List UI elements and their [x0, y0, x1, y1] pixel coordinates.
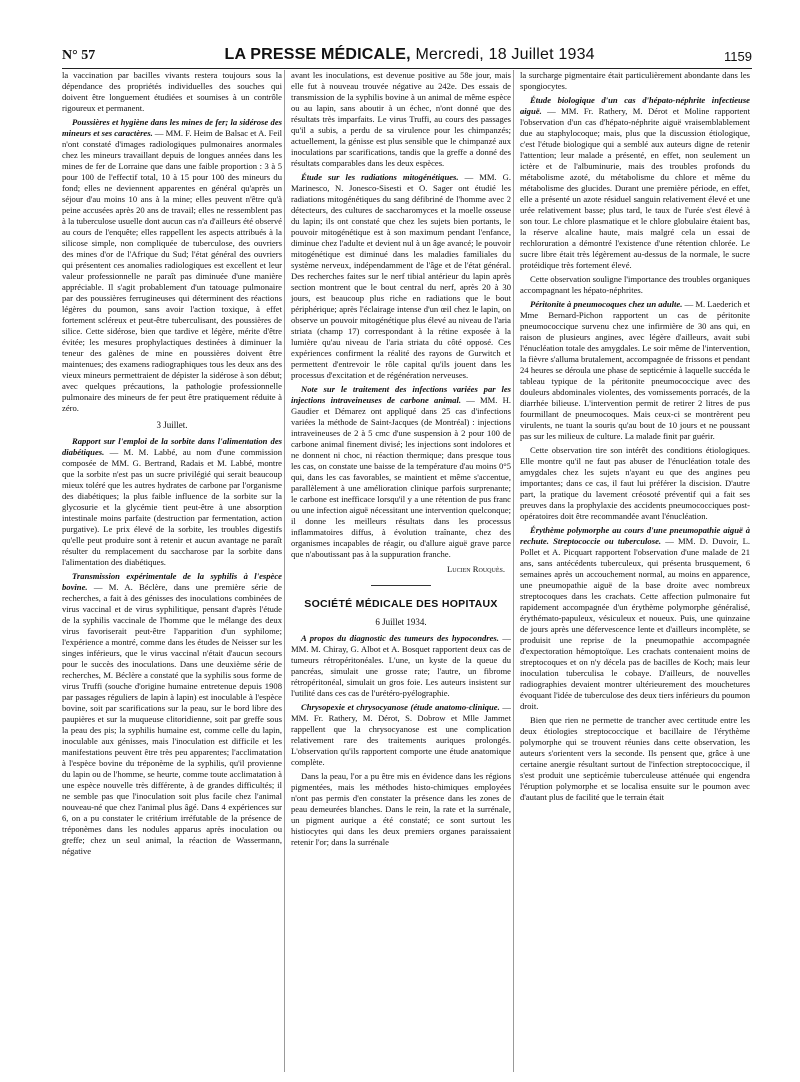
article — [520, 95, 750, 271]
article-title: Érythème polymorphe au cours d'une pneumopathie aiguë à rechute. Streptococcie ou tuberculose. — [520, 525, 750, 546]
paragraph: la surcharge pigmentaire était particulièrement abondante dans les spongiocytes. — [520, 70, 750, 91]
article-title: Poussières et hygiène dans les mines de fer; la sidérose des mineurs et ses caractères. — [62, 117, 282, 138]
article-body: — MM. Fr. Rathery, M. Dérot, S. Dobrow et Mlle Jammet rappellent que la chrysocyanose est une complication relativement rare des traitements auriques prolongés. L'observation qu'ils rapportent comporte une étude anatomique complète. — [291, 701, 511, 767]
article-title: A propos du diagnostic des tumeurs des hypocondres. — [301, 632, 499, 643]
article — [520, 525, 750, 712]
paragraph: Cette observation souligne l'importance des troubles organiques accompagnant les hépato-néphrites. — [520, 274, 750, 295]
article-title: Étude biologique d'un cas d'hépato-néphrite infectieuse aiguë. — [520, 95, 750, 116]
article — [291, 633, 511, 699]
article — [62, 117, 282, 414]
paragraph: avant les inoculations, est devenue positive au 58e jour, mais elle fut à nouveau trouvée négative au 242e. Des essais de transmission de la syphilis bovine à un animal de même espèce ou au lapin, sans aboutir à un échec, n'ont donné que des résultats très imparfaits. Le virus Truffi, au cours des passages qu'il a subis, a perdu de sa virulence pour les chimpanzés; actuellement, la génisse est plus sensible que le chimpanzé aux inoculations par scarifications, tandis que la greffe a donné des résultats comparables dans les deux espèces. — [291, 70, 511, 168]
article-body: — M. Laederich et Mme Bernard-Pichon rapportent un cas de péritonite pneumococcique survenu chez une infirmière de 30 ans qui, en raison de plusieurs angines, avec légère d'ailleurs, avait subi l'énucléation totale des amygdales. Le soir même de l'intervention, la fièvre s'alluma brutalement, accompagnée de frissons et pendant 24 heures se déroula une phase de septicémie à laquelle succéda le tableau typique de la péritonite pneumococcique avec des douleurs abdominales violentes, des vomissements porracés, de la diarrhée bilieuse. L'intervention permit de retirer 2 litres de pus fourmillant de pneumocoques. Mais ceux-ci se montrèrent peu virulents, ne tuant la souris qu'au bout de 10 jours et ne poussant pas sur les milieux de culture. La malade finit par guérir. — [520, 299, 751, 441]
article — [291, 384, 511, 560]
article — [291, 172, 511, 381]
column-1 — [62, 70, 282, 860]
paragraph: Dans la peau, l'or a pu être mis en évidence dans les régions pigmentées, mais les méthodes histo-chimiques employées n'ont pas permis d'en constater la présence dans les zones de peau demeurées blanches. Dans le rein, la rate et la surrénale, un pigment aurique a été constaté; ce sont surtout les histiocytes qui dans les deux premiers organes paraissaient retenir l'or; dans la surrénale — [291, 770, 511, 847]
section-heading: SOCIÉTÉ MÉDICALE DES HOPITAUX — [304, 598, 498, 610]
article-title: Note sur le traitement des infections variées par les injections intraveineuses de carbone animal. — [291, 384, 511, 405]
article-body: — MM. Fr. Rathery, M. Dérot et Moline rapportent l'observation d'un cas d'hépato-néphrite aiguë vraisemblablement due au staphylocoque; mais, plus que la discussion étiologique, c'est l'étude biologique qui a semblé aux auteurs digne de retenir l'attention; leur malade a présenté, en effet, non seulement un ictère et de l'albuminurie, mais des troubles profonds du métabolisme azoté, du métabolisme du chlore et même du métabolisme des glucides. Durant une première période, en effet, elle a présenté un azote résiduel sanguin relativement élevé et une urée relativement basse; plus tard, le taux de l'urée s'est élevé à son tour. Le chlore plasmatique et le chlore globulaire étaient bas, la réserve alcaline haute, mais malgré cela un essai de rechloruration a démontré l'existence d'une rétention chlorée. Le sucre libre était très légèrement au-dessus de la normale, le sucre protéidique très fortement élevé. — [520, 106, 750, 270]
article-title: Rapport sur l'emploi de la sorbite dans l'alimentation des diabétiques. — [62, 435, 282, 457]
article-title: Péritonite à pneumocoques chez un adulte. — [530, 299, 683, 309]
article — [62, 436, 282, 568]
article-body: — MM. F. Heim de Balsac et A. Feil n'ont constaté d'images radiologiques pulmonaires anormales chez les mineurs travaillant depuis de longues années dans les mines de fer de Lorraine que dans une faible proportion : 3 à 5 pour 100 de l'effectif total, 10 à 15 pour 100 des mineurs du fond; elles ne deviennent apparentes en général qu'après un séjour d'au moins 10 ans à la mine; elles peuvent n'être qu'à peine accusées après 20 ans de travail; elles ne ressemblent pas à la tuberculose usuelle dont aucun cas n'a d'ailleurs été observé au cours de l'enquête; elles rappellent les aspects attribués à la silicose simple, non compliquée de tuberculose, des ouvriers des mines d'or de l'Afrique du Sud; l'état général des ouvriers qui présentent ces anomalies radiologiques est excellent et leur valeur professionnelle ne paraît pas diminuée d'une manière appréciable. Il s'agit probablement d'un tatouage pulmonaire par des poussières ferrugineuses qui déterminent des réactions légères du poumon, sans avoir l'action toxique, à effet fortement scléreux et peut-être tuberculisant, des poussières de silice. Cette sidérose, bien que tardive et légère, mérite d'être évitée; les mesures prophylactiques destinées à diminuer la teneur des galènes de mine en poussières doivent être maintenues; des examens radiographiques tous les deux ans des vieux mineurs permettraient de dépister la sidérose à son début; avec quelques précautions, la pathologie professionnelle pulmonaire des mineurs de fer peut être pratiquement réduite à zéro. — [62, 128, 282, 413]
article-title: Étude sur les radiations mitogénétiques. — [301, 172, 459, 182]
section-rule — [371, 585, 431, 586]
page-header — [62, 40, 752, 69]
paragraph: la vaccination par bacilles vivants restera toujours sous la dépendance des propriétés individuelles des souches qui doivent être longuement étudiées et soumises à un contrôle rigoureux et permanent. — [62, 70, 282, 113]
article-body: — M. M. Labbé, au nom d'une commission composée de MM. G. Bertrand, Radais et M. Labbé, montre que la sorbite n'est pas un sucre privilégié qui serait beaucoup mieux toléré que les autres hydrates de carbone par l'organisme des diabétiques; la plus faible influence de la sorbite sur la glycosurie et la glycémie tient peut-être à une absorption intestinale moins parfaite (destruction par fermentation, action purgative). Le prix élevé de la sorbite, les troubles digestifs qu'elle peut produire sont à retenir et aucun avantage ne paraît résulter du remplacement du saccharose par la sorbite dans l'alimentation des diabétiques. — [62, 446, 282, 567]
journal-name: LA PRESSE MÉDICALE, — [224, 46, 411, 63]
article-body: — MM. H. Gaudier et Démarez ont appliqué dans 25 cas d'infections variées la méthode de Saint-Jacques (de Montréal) : injections intraveineuses de 2 à 5 cmc d'une suspension à 2 pour 100 de carbone animal finement divisé; les injections sont indolores et ne donnent ni choc, ni réaction thermique; dans presque tous les cas, on constate une baisse de la température d'au moins 0°5 qui, dans les cas favorables, se maintient et même s'accentue, parallèlement à une amélioration clinique parfois surprenante; le carbone est inefficace lorsqu'il y a une rétention de pus franc ou une infection aiguë nécessitant une intervention quelconque; il donne les meilleurs résultats dans les processus inflammatoires diffus, à évolution traînante, chez des organismes incapables de réagir, ou d'allure aiguë grave parce que n'aboutissant pas à la suppuration franche. — [291, 395, 512, 559]
issue-number: N° 57 — [62, 48, 96, 63]
article-body: — MM. M. Chiray, G. Albot et A. Bosquet rapportent deux cas de tumeurs rétropéritonéales. L'une, un kyste de la queue du pancréas, simulait une grosse rate; l'autre, un fibrome rétropéritonéal, simulait un gros foie. Les auteurs insistent sur l'utilité dans ces cas de l'urétéro-pyélographie. — [291, 632, 511, 698]
journal-title — [224, 46, 594, 64]
author-signature: Lucien Rouquès. — [447, 564, 505, 574]
article-title: Chrysopexie et chrysocyanose (étude anatomo-clinique. — [301, 701, 500, 712]
article — [520, 299, 750, 442]
article — [62, 571, 282, 857]
article-body: — MM. D. Duvoir, L. Pollet et A. Picquart rapportent l'observation d'une malade de 21 ans, sans antécédents tuberculeux, qui présenta brusquement, 6 semaines après un accouchement normal, au moins en apparence, une pneumopathie aiguë de la base droite avec nombreux streptocoques dans les crachats. Cette affection pulmonaire fut rapidement accompagnée d'un érythème polymorphe généralisé, érythémato-papuleux, vésiculeux et noueux. Puis, une quinzaine de jours après une défervescence lente et d'ailleurs incomplète, se produisit une reprise de la pneumopathie accompagnée d'expectoration hémoptoïque. Les crachats contenaient moins de streptocoques et on n'y décela pas de bacilles de Koch; mais leur inoculation tuberculisa le cobaye. D'ailleurs, de nouvelles radiographies devaient montrer ultérieurement des mouchetures évoquant l'idée de tuberculose des deux tiers inférieurs du poumon droit. — [520, 536, 750, 711]
article-title: Transmission expérimentale de la syphilis à l'espèce bovine. — [62, 570, 282, 592]
session-date: 3 Juillet. — [156, 420, 188, 430]
column-2 — [291, 70, 511, 851]
paragraph: Cette observation tire son intérêt des conditions étiologiques. Elle montre qu'il ne faut pas abuser de l'énucléation totale des amygdales chez les sujets n'ayant eu que des angines peu importantes; dans ce cas, il faut lui préférer la discision. D'autre part, la pratique du lavement créosoté préventif qui a fait ses preuves dans la prophylaxie des accidents pneumococciques post-opératoires doit être recommandée avant l'énucléation. — [520, 445, 750, 521]
article-body: — M. A. Béclère, dans une première série de recherches, a fait à des génisses des inoculations combinées de virus vaccinal et de virus syphilitique, pensant d'après l'étude de la syphilis vaccinale de l'homme que le mélange des deux virus favoriserait peut-être l'apparition d'un syphilome; l'expérience a montré, comme dans les études de Neisser sur les singes inférieurs, que le virus vaccinal n'était d'aucun secours pour le succès des inoculations. Dans une deuxième série de recherches, M. Béclère a constaté que la syphilis sous forme de virus Truffi (souche d'origine humaine entretenue depuis 1908 par passages réguliers de lapin à lapin) est inoculable à l'espèce bovine, soit par scarifications sur la peau, sur le bord libre des paupières et sur la muqueuse clitoridienne, soit par greffe sous la peau des pis; la syphilis humaine est, comme celle du lapin, inoculable aux génisses, mais l'inoculation est difficile et les manifestations peuvent être très peu apparentes; l'acclimatation à l'espèce bovine du tréponème de la syphilis, qu'il provienne du lapin ou de l'homme, se heurte, comme toute acclimatation à une espèce nouvelle très différente, à de grandes difficultés; il ne semble pas que l'inoculation soit plus facile chez l'animal nouveau-né que chez l'animal plus âgé. Dans 4 expériences sur 6, on a pu constater le critérium irréfutable de la présence de tréponèmes dans les nodules apparus après inoculation ou greffe; chez un seul animal, la réaction de Wassermann, négative — [62, 581, 282, 856]
article — [291, 702, 511, 768]
column-divider — [284, 70, 285, 1072]
article-body: — MM. G. Marinesco, N. Jonesco-Sisesti et O. Sager ont étudié les radiations mitogénétiques du sang défibriné de l'homme avec 2 détecteurs, des cultures de saccharomyces et la moelle osseuse du lapin; ils ont constaté que chez les sujets bien portants, le pouvoir mitogénétique est à son maximum pendant l'enfance, diminue chez l'adulte et devient nul à un âge avancé; le pouvoir mitogénétique est diminué dans les maladies familiales du système nerveux, indépendamment de l'âge et de l'état général. Des recherches faites sur le nerf tibial antérieur du lapin après section montrent que le bout central du nerf, après 20 à 30 jours, est beaucoup plus riche en radiations que le bout périphérique; après l'éclairage intense d'un œil chez le lapin, on observe un pouvoir mitogénétique plus élevé au niveau de l'aria striata (champ 17) correspondant à la rétine exposée à la lumière qu'au niveau de l'aria striata du côté opposé. Ces expériences confirment la réalité des rayons de Gurwitch et permettent d'entrevoir le rôle capital qu'ils jouent dans les processus d'excitation et de régénération nerveuses. — [291, 172, 512, 380]
issue-date: Mercredi, 18 Juillet 1934 — [415, 46, 595, 63]
page-number: 1159 — [724, 49, 752, 64]
session-date: 6 Juillet 1934. — [375, 617, 427, 628]
column-3 — [520, 70, 750, 806]
column-divider — [513, 70, 514, 1072]
paragraph: Bien que rien ne permette de trancher avec certitude entre les deux étiologies streptococcique et bacillaire de l'érythème polymorphe qui se trouvent réunies dans cette observation, les auteurs s'orientent vers la seconde. Ils pensent que, grâce à une certaine anergie résultant surtout de l'infection streptococcique, il s'est produit une septicémie tuberculeuse atténuée qui engendra l'éruption polymorphe et se localisa ensuite sur le poumon avec d'autant plus de facilité que le terrain était — [520, 715, 750, 802]
